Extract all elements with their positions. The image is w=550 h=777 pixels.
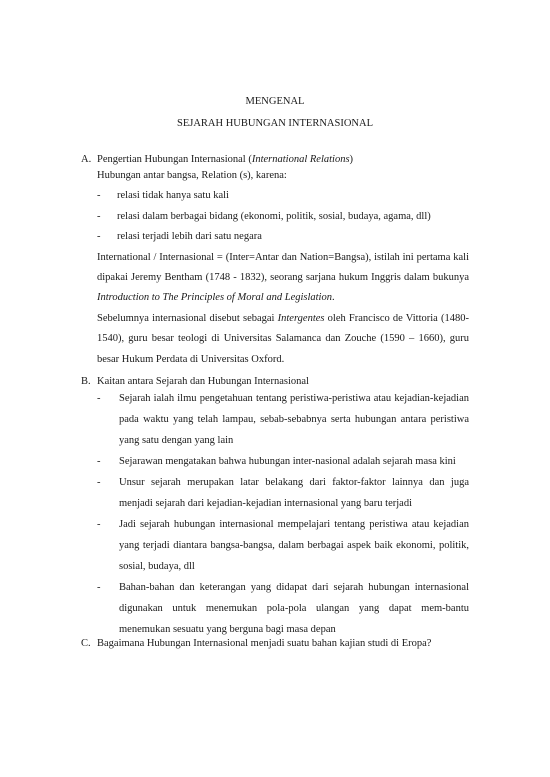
italic-term: Intergentes bbox=[277, 312, 325, 324]
section-b-list bbox=[97, 388, 469, 640]
bullet-dash: - bbox=[97, 393, 101, 404]
section-a-intro: Hubungan antar bangsa, Relation (s), karena: bbox=[97, 170, 287, 181]
bullet-dash: - bbox=[97, 582, 101, 593]
section-a-heading bbox=[81, 153, 353, 167]
section-c-title: Bagaimana Hubungan Internasional menjadi suatu bahan kajian studi di Eropa? bbox=[97, 638, 432, 649]
section-a-body bbox=[97, 166, 469, 370]
section-b-letter: B. bbox=[81, 376, 91, 387]
section-a-paragraph-2 bbox=[97, 309, 469, 370]
list-item bbox=[97, 472, 469, 514]
bullet-dash: - bbox=[97, 231, 101, 243]
list-item-text: relasi dalam berbagai bidang (ekonomi, politik, sosial, budaya, agama, dll) bbox=[117, 210, 431, 222]
paragraph-text: Sebelumnya internasional disebut sebagai bbox=[97, 312, 278, 324]
section-c-heading bbox=[81, 637, 431, 651]
section-c-letter: C. bbox=[81, 638, 91, 649]
list-item-text: Bahan-bahan dan keterangan yang didapat dari sejarah hubungan internasional digunakan untuk menemukan pola-pola ulangan yang dapat mem-bantu menemukan sesuatu yang berguna bagi masa depan bbox=[119, 582, 469, 635]
list-item bbox=[97, 388, 469, 451]
document-title-line-2: SEJARAH HUBUNGAN INTERNASIONAL bbox=[177, 118, 373, 129]
section-a-title-text: Pengertian Hubungan Internasional ( bbox=[97, 154, 252, 165]
list-item bbox=[97, 186, 469, 206]
list-item-text: Sejarawan mengatakan bahwa hubungan inter-nasional adalah sejarah masa kini bbox=[119, 456, 456, 467]
paragraph-text-end: . bbox=[331, 292, 335, 304]
list-item-text: relasi terjadi lebih dari satu negara bbox=[117, 231, 262, 243]
list-item bbox=[97, 207, 469, 227]
document-title-line-1: MENGENAL bbox=[245, 96, 305, 107]
bullet-dash: - bbox=[97, 519, 101, 530]
section-b-heading bbox=[81, 375, 309, 389]
bullet-dash: - bbox=[97, 477, 101, 488]
bullet-dash: - bbox=[97, 456, 101, 467]
book-title: Introduction to The Principles of Moral and Legislation bbox=[97, 292, 332, 304]
section-a-letter: A. bbox=[81, 154, 92, 165]
list-item bbox=[97, 577, 469, 640]
list-item-text: Jadi sejarah hubungan internasional mempelajari tentang peristiwa atau kejadian yang terjadi diantara bangsa-bangsa, dalam berbagai aspek baik ekonomi, politik, sosial, budaya, dll bbox=[119, 519, 469, 572]
section-a-title-close: ) bbox=[349, 154, 354, 165]
list-item-text: relasi tidak hanya satu kali bbox=[117, 190, 229, 202]
section-a-title-italic: International Relations bbox=[251, 154, 350, 165]
bullet-dash: - bbox=[97, 210, 101, 222]
list-item bbox=[97, 514, 469, 577]
section-a-title bbox=[97, 154, 353, 165]
section-b-title: Kaitan antara Sejarah dan Hubungan Internasional bbox=[97, 376, 309, 387]
section-a-paragraph-1 bbox=[97, 248, 469, 309]
list-item bbox=[97, 451, 469, 472]
paragraph-text-rest: oleh Francisco de Vittoria (1480-1540), guru besar teologi di Universitas Salamanca dan Zouche (1590 – 1660), guru besar Hukum Perdata di Universitas Oxford. bbox=[97, 312, 469, 365]
paragraph-text: International / Internasional = (Inter=Antar dan Nation=Bangsa), istilah ini pertama kali dipakai Jeremy Bentham (1748 - 1832), seorang sarjana hukum Inggris dalam bukunya bbox=[97, 251, 469, 284]
list-item-text: Sejarah ialah ilmu pengetahuan tentang peristiwa-peristiwa atau kejadian-kejadian pada waktu yang telah lampau, sebab-sebabnya serta hubungan antara peristiwa yang satu dengan yang lain bbox=[119, 393, 469, 446]
list-item bbox=[97, 227, 469, 247]
bullet-dash: - bbox=[97, 190, 101, 202]
list-item-text: Unsur sejarah merupakan latar belakang dari faktor-faktor lainnya dan juga menjadi sejarah dari kejadian-kejadian internasional yang baru terjadi bbox=[119, 477, 469, 509]
